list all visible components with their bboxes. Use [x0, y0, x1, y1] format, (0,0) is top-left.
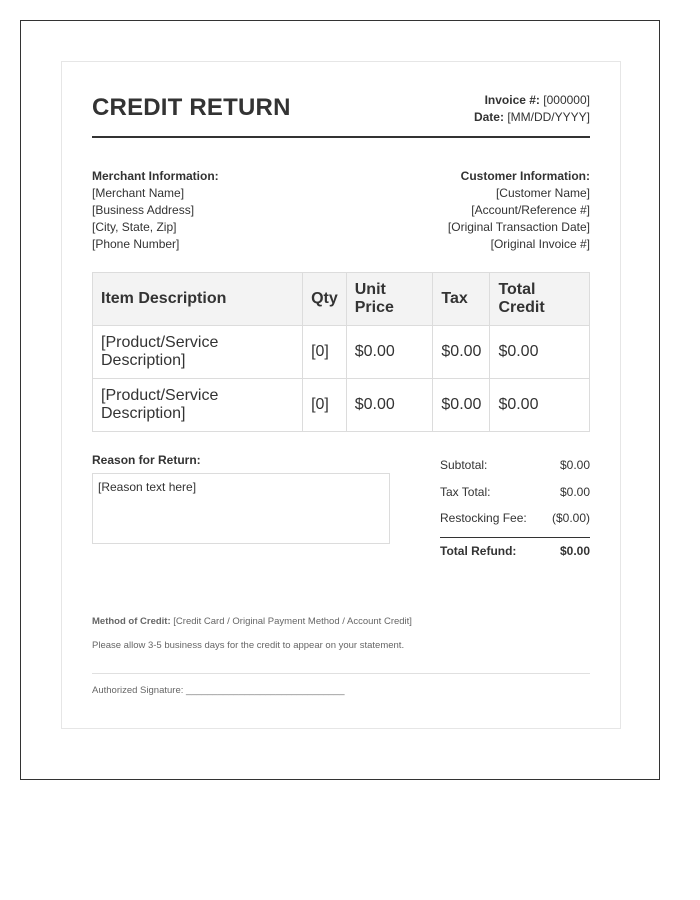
method-of-credit-label: Method of Credit: [92, 616, 171, 627]
merchant-heading: Merchant Information: [92, 169, 219, 183]
date-value: [MM/DD/YYYY] [507, 110, 590, 124]
invoice-number-value: [000000] [543, 93, 590, 107]
column-header-total-credit: Total Credit [490, 273, 590, 326]
invoice-number-line [474, 92, 590, 109]
table-row [93, 326, 590, 379]
total-refund-row [440, 537, 590, 568]
tax-cell: $0.00 [433, 379, 490, 432]
reason-label: Reason for Return: [92, 453, 201, 467]
authorized-signature-line: Authorized Signature: ______________________________ [92, 685, 345, 696]
date-label: Date: [473, 110, 504, 124]
total-refund-value: $0.00 [559, 543, 590, 558]
column-header-unit-price: Unit Price [346, 273, 433, 326]
merchant-address: [Business Address] [92, 203, 195, 217]
invoice-number-label: Invoice #: [484, 93, 540, 107]
reason-text-box[interactable] [92, 473, 390, 544]
tax-total-row [440, 482, 590, 509]
merchant-info [92, 168, 219, 253]
method-of-credit-value: [Credit Card / Original Payment Method / Account Credit] [173, 616, 412, 627]
total-credit-cell: $0.00 [490, 326, 590, 379]
items-table [92, 272, 590, 432]
invoice-meta [474, 92, 590, 126]
tax-total-value: $0.00 [559, 484, 590, 499]
merchant-phone: [Phone Number] [92, 237, 180, 251]
column-header-tax: Tax [433, 273, 490, 326]
customer-original-invoice: [Original Invoice #] [490, 237, 590, 251]
header-divider [92, 136, 590, 138]
item-description-cell: [Product/Service Description] [93, 379, 303, 432]
total-refund-label: Total Refund: [440, 543, 517, 558]
customer-account-reference: [Account/Reference #] [471, 203, 590, 217]
document-title: CREDIT RETURN [92, 94, 291, 121]
subtotal-row [440, 455, 590, 482]
customer-info [448, 168, 590, 253]
customer-original-transaction-date: [Original Transaction Date] [447, 220, 590, 234]
tax-total-label: Tax Total: [440, 484, 491, 499]
table-row [93, 379, 590, 432]
reason-text: [Reason text here] [98, 480, 197, 494]
table-header-row [93, 273, 590, 326]
unit-price-cell: $0.00 [346, 379, 433, 432]
customer-name: [Customer Name] [495, 186, 590, 200]
subtotal-label: Subtotal: [440, 458, 488, 472]
date-line [474, 109, 590, 126]
qty-cell: [0] [303, 326, 347, 379]
customer-heading: Customer Information: [460, 169, 590, 183]
totals-summary [440, 455, 590, 567]
restocking-fee-label: Restocking Fee: [440, 511, 527, 525]
restocking-fee-row [440, 508, 590, 535]
column-header-qty: Qty [303, 273, 347, 326]
unit-price-cell: $0.00 [346, 326, 433, 379]
processing-note: Please allow 3-5 business days for the credit to appear on your statement. [92, 640, 405, 651]
restocking-fee-value: ($0.00) [551, 511, 590, 525]
total-credit-cell: $0.00 [490, 379, 590, 432]
tax-cell: $0.00 [433, 326, 490, 379]
footer-divider [92, 673, 590, 674]
subtotal-value: $0.00 [559, 458, 590, 472]
column-header-item-description: Item Description [93, 273, 303, 326]
qty-cell: [0] [303, 379, 347, 432]
method-of-credit [92, 616, 412, 627]
item-description-cell: [Product/Service Description] [93, 326, 303, 379]
merchant-city-state-zip: [City, State, Zip] [92, 220, 177, 234]
merchant-name: [Merchant Name] [92, 186, 185, 200]
